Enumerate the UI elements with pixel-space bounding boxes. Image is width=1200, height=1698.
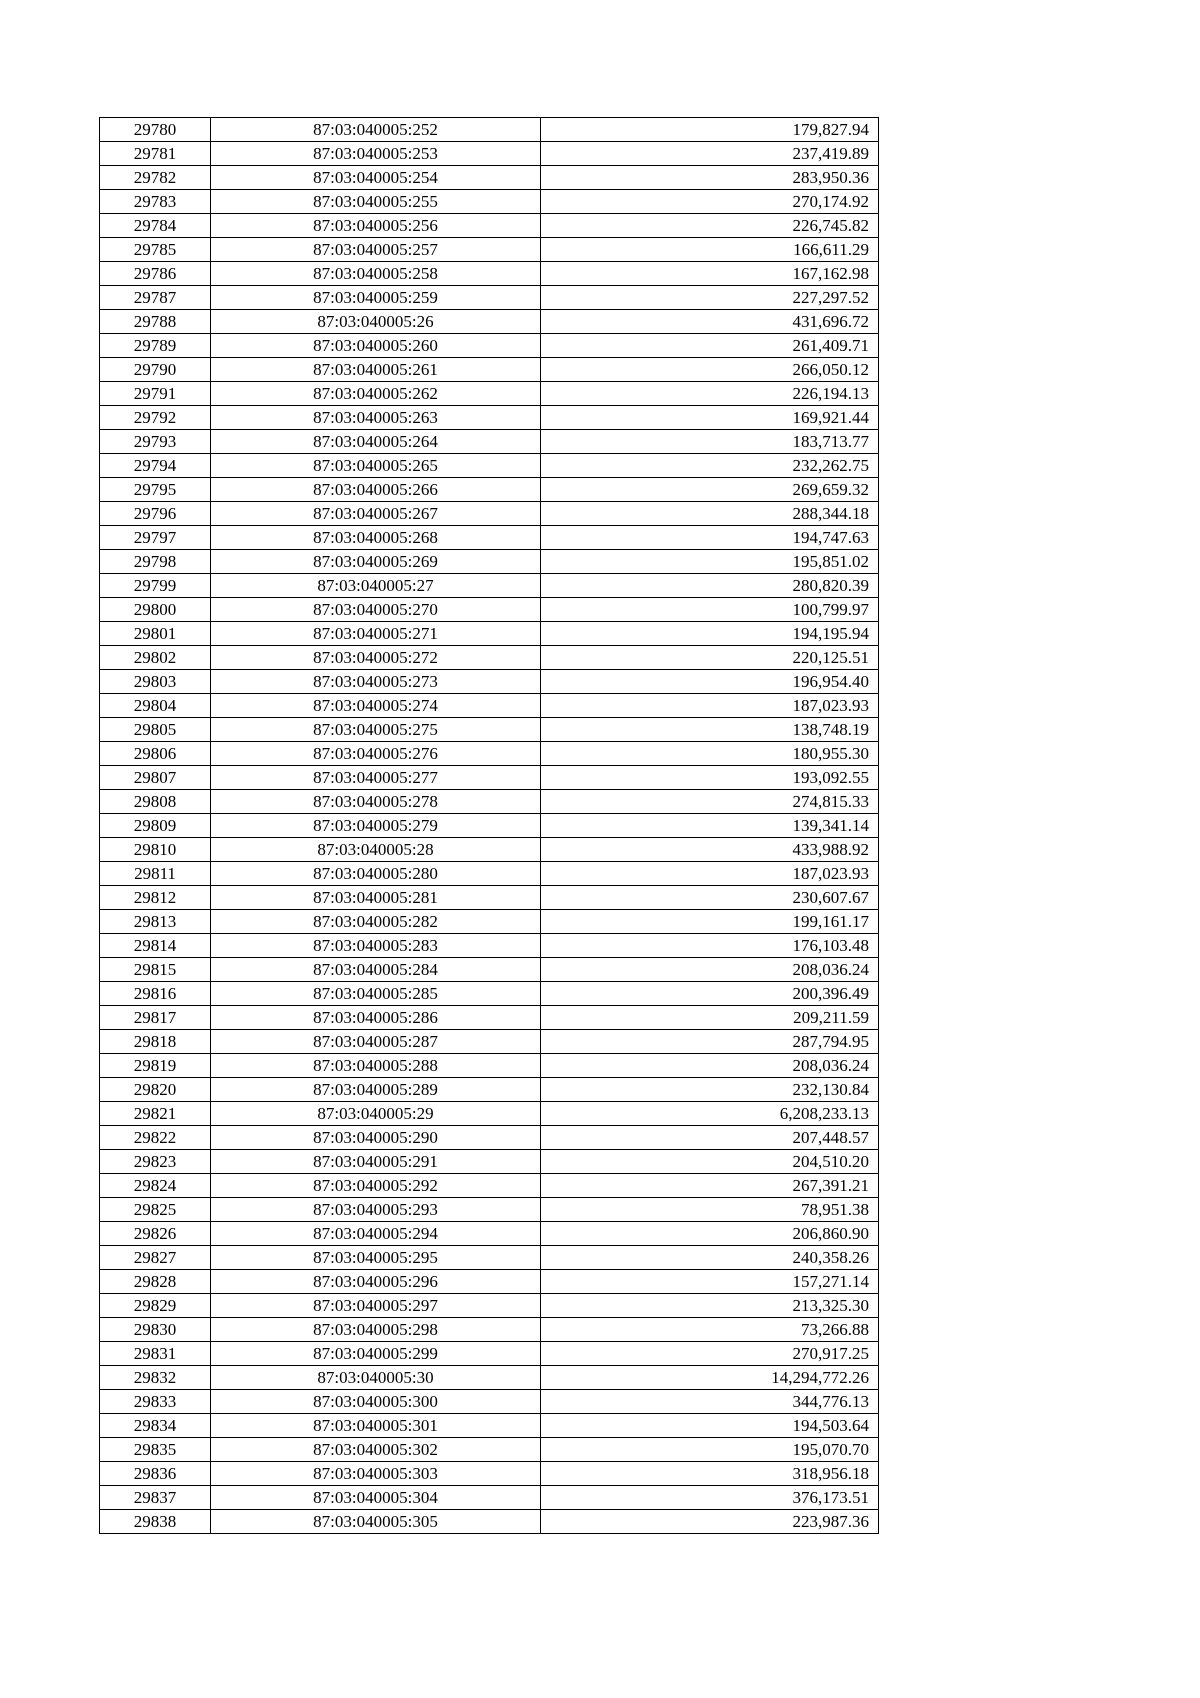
- cadastral-number-cell: 87:03:040005:254: [211, 166, 541, 190]
- table-row: [100, 1054, 879, 1078]
- table-row: [100, 1222, 879, 1246]
- cadastral-value-cell: 199,161.17: [541, 910, 879, 934]
- cadastral-value-cell: 232,262.75: [541, 454, 879, 478]
- cadastral-value-cell: 240,358.26: [541, 1246, 879, 1270]
- row-number-cell: 29813: [100, 910, 211, 934]
- cadastral-value-cell: 274,815.33: [541, 790, 879, 814]
- cadastral-value-cell: 270,917.25: [541, 1342, 879, 1366]
- row-number-cell: 29801: [100, 622, 211, 646]
- cadastral-number-cell: 87:03:040005:279: [211, 814, 541, 838]
- table-row: [100, 118, 879, 142]
- table-row: [100, 334, 879, 358]
- row-number-cell: 29814: [100, 934, 211, 958]
- cadastral-value-cell: 73,266.88: [541, 1318, 879, 1342]
- cadastral-number-cell: 87:03:040005:265: [211, 454, 541, 478]
- cadastral-number-cell: 87:03:040005:305: [211, 1510, 541, 1534]
- cadastral-value-cell: 166,611.29: [541, 238, 879, 262]
- table-row: [100, 742, 879, 766]
- row-number-cell: 29803: [100, 670, 211, 694]
- table-row: [100, 886, 879, 910]
- cadastral-number-cell: 87:03:040005:270: [211, 598, 541, 622]
- cadastral-value-cell: 179,827.94: [541, 118, 879, 142]
- cadastral-number-cell: 87:03:040005:258: [211, 262, 541, 286]
- cadastral-number-cell: 87:03:040005:273: [211, 670, 541, 694]
- cadastral-value-cell: 283,950.36: [541, 166, 879, 190]
- row-number-cell: 29782: [100, 166, 211, 190]
- cadastral-number-cell: 87:03:040005:285: [211, 982, 541, 1006]
- cadastral-value-cell: 207,448.57: [541, 1126, 879, 1150]
- row-number-cell: 29836: [100, 1462, 211, 1486]
- cadastral-number-cell: 87:03:040005:260: [211, 334, 541, 358]
- row-number-cell: 29780: [100, 118, 211, 142]
- row-number-cell: 29796: [100, 502, 211, 526]
- cadastral-number-cell: 87:03:040005:267: [211, 502, 541, 526]
- table-row: [100, 670, 879, 694]
- table-row: [100, 1438, 879, 1462]
- table-row: [100, 1174, 879, 1198]
- cadastral-value-table: [99, 117, 879, 1534]
- table-row: [100, 1078, 879, 1102]
- table-row: [100, 1102, 879, 1126]
- cadastral-number-cell: 87:03:040005:303: [211, 1462, 541, 1486]
- row-number-cell: 29800: [100, 598, 211, 622]
- cadastral-value-cell: 227,297.52: [541, 286, 879, 310]
- cadastral-number-cell: 87:03:040005:264: [211, 430, 541, 454]
- cadastral-value-cell: 226,194.13: [541, 382, 879, 406]
- cadastral-number-cell: 87:03:040005:280: [211, 862, 541, 886]
- cadastral-value-cell: 209,211.59: [541, 1006, 879, 1030]
- row-number-cell: 29793: [100, 430, 211, 454]
- row-number-cell: 29825: [100, 1198, 211, 1222]
- row-number-cell: 29823: [100, 1150, 211, 1174]
- table-row: [100, 262, 879, 286]
- cadastral-value-cell: 200,396.49: [541, 982, 879, 1006]
- cadastral-number-cell: 87:03:040005:286: [211, 1006, 541, 1030]
- table-row: [100, 982, 879, 1006]
- cadastral-value-cell: 194,503.64: [541, 1414, 879, 1438]
- table-row: [100, 1126, 879, 1150]
- cadastral-value-cell: 208,036.24: [541, 958, 879, 982]
- cadastral-value-cell: 280,820.39: [541, 574, 879, 598]
- cadastral-value-cell: 6,208,233.13: [541, 1102, 879, 1126]
- cadastral-number-cell: 87:03:040005:275: [211, 718, 541, 742]
- table-row: [100, 814, 879, 838]
- table-row: [100, 862, 879, 886]
- row-number-cell: 29792: [100, 406, 211, 430]
- row-number-cell: 29787: [100, 286, 211, 310]
- table-row: [100, 238, 879, 262]
- cadastral-number-cell: 87:03:040005:290: [211, 1126, 541, 1150]
- cadastral-value-cell: 270,174.92: [541, 190, 879, 214]
- cadastral-number-cell: 87:03:040005:300: [211, 1390, 541, 1414]
- cadastral-value-cell: 206,860.90: [541, 1222, 879, 1246]
- cadastral-value-cell: 196,954.40: [541, 670, 879, 694]
- table-row: [100, 622, 879, 646]
- cadastral-number-cell: 87:03:040005:284: [211, 958, 541, 982]
- table-row: [100, 430, 879, 454]
- table-row: [100, 1270, 879, 1294]
- cadastral-number-cell: 87:03:040005:252: [211, 118, 541, 142]
- table-row: [100, 574, 879, 598]
- row-number-cell: 29832: [100, 1366, 211, 1390]
- table-row: [100, 910, 879, 934]
- cadastral-value-cell: 269,659.32: [541, 478, 879, 502]
- row-number-cell: 29815: [100, 958, 211, 982]
- cadastral-value-cell: 220,125.51: [541, 646, 879, 670]
- cadastral-value-cell: 318,956.18: [541, 1462, 879, 1486]
- cadastral-number-cell: 87:03:040005:295: [211, 1246, 541, 1270]
- table-row: [100, 1198, 879, 1222]
- row-number-cell: 29812: [100, 886, 211, 910]
- cadastral-value-cell: 223,987.36: [541, 1510, 879, 1534]
- table-row: [100, 454, 879, 478]
- cadastral-value-cell: 266,050.12: [541, 358, 879, 382]
- table-row: [100, 166, 879, 190]
- cadastral-value-cell: 78,951.38: [541, 1198, 879, 1222]
- row-number-cell: 29788: [100, 310, 211, 334]
- cadastral-value-cell: 261,409.71: [541, 334, 879, 358]
- cadastral-number-cell: 87:03:040005:256: [211, 214, 541, 238]
- table-row: [100, 478, 879, 502]
- cadastral-number-cell: 87:03:040005:296: [211, 1270, 541, 1294]
- cadastral-number-cell: 87:03:040005:261: [211, 358, 541, 382]
- row-number-cell: 29822: [100, 1126, 211, 1150]
- cadastral-value-cell: 180,955.30: [541, 742, 879, 766]
- cadastral-value-cell: 230,607.67: [541, 886, 879, 910]
- table-row: [100, 310, 879, 334]
- cadastral-value-cell: 138,748.19: [541, 718, 879, 742]
- cadastral-value-cell: 237,419.89: [541, 142, 879, 166]
- table-row: [100, 718, 879, 742]
- row-number-cell: 29811: [100, 862, 211, 886]
- table-row: [100, 646, 879, 670]
- cadastral-value-cell: 213,325.30: [541, 1294, 879, 1318]
- cadastral-value-cell: 195,070.70: [541, 1438, 879, 1462]
- cadastral-number-cell: 87:03:040005:271: [211, 622, 541, 646]
- table-row: [100, 934, 879, 958]
- row-number-cell: 29821: [100, 1102, 211, 1126]
- row-number-cell: 29809: [100, 814, 211, 838]
- cadastral-number-cell: 87:03:040005:304: [211, 1486, 541, 1510]
- row-number-cell: 29831: [100, 1342, 211, 1366]
- table-row: [100, 1510, 879, 1534]
- cadastral-value-cell: 187,023.93: [541, 862, 879, 886]
- row-number-cell: 29838: [100, 1510, 211, 1534]
- row-number-cell: 29794: [100, 454, 211, 478]
- row-number-cell: 29798: [100, 550, 211, 574]
- cadastral-value-cell: 287,794.95: [541, 1030, 879, 1054]
- cadastral-number-cell: 87:03:040005:302: [211, 1438, 541, 1462]
- cadastral-value-cell: 157,271.14: [541, 1270, 879, 1294]
- cadastral-number-cell: 87:03:040005:297: [211, 1294, 541, 1318]
- cadastral-value-cell: 267,391.21: [541, 1174, 879, 1198]
- row-number-cell: 29795: [100, 478, 211, 502]
- row-number-cell: 29790: [100, 358, 211, 382]
- cadastral-number-cell: 87:03:040005:294: [211, 1222, 541, 1246]
- row-number-cell: 29807: [100, 766, 211, 790]
- row-number-cell: 29802: [100, 646, 211, 670]
- cadastral-number-cell: 87:03:040005:282: [211, 910, 541, 934]
- cadastral-number-cell: 87:03:040005:30: [211, 1366, 541, 1390]
- row-number-cell: 29819: [100, 1054, 211, 1078]
- row-number-cell: 29834: [100, 1414, 211, 1438]
- row-number-cell: 29816: [100, 982, 211, 1006]
- row-number-cell: 29808: [100, 790, 211, 814]
- cadastral-value-cell: 193,092.55: [541, 766, 879, 790]
- cadastral-value-cell: 344,776.13: [541, 1390, 879, 1414]
- row-number-cell: 29799: [100, 574, 211, 598]
- table-row: [100, 1462, 879, 1486]
- row-number-cell: 29835: [100, 1438, 211, 1462]
- table-row: [100, 598, 879, 622]
- cadastral-number-cell: 87:03:040005:278: [211, 790, 541, 814]
- row-number-cell: 29829: [100, 1294, 211, 1318]
- cadastral-value-cell: 194,747.63: [541, 526, 879, 550]
- table-row: [100, 526, 879, 550]
- cadastral-value-cell: 208,036.24: [541, 1054, 879, 1078]
- cadastral-value-cell: 14,294,772.26: [541, 1366, 879, 1390]
- cadastral-value-cell: 194,195.94: [541, 622, 879, 646]
- cadastral-value-cell: 431,696.72: [541, 310, 879, 334]
- table-row: [100, 1366, 879, 1390]
- row-number-cell: 29833: [100, 1390, 211, 1414]
- table-row: [100, 286, 879, 310]
- table-row: [100, 1006, 879, 1030]
- cadastral-value-cell: 100,799.97: [541, 598, 879, 622]
- table-row: [100, 694, 879, 718]
- cadastral-number-cell: 87:03:040005:291: [211, 1150, 541, 1174]
- row-number-cell: 29837: [100, 1486, 211, 1510]
- cadastral-value-cell: 183,713.77: [541, 430, 879, 454]
- row-number-cell: 29827: [100, 1246, 211, 1270]
- row-number-cell: 29781: [100, 142, 211, 166]
- cadastral-number-cell: 87:03:040005:299: [211, 1342, 541, 1366]
- cadastral-number-cell: 87:03:040005:293: [211, 1198, 541, 1222]
- cadastral-number-cell: 87:03:040005:269: [211, 550, 541, 574]
- table-row: [100, 382, 879, 406]
- table-row: [100, 1414, 879, 1438]
- cadastral-value-cell: 288,344.18: [541, 502, 879, 526]
- row-number-cell: 29805: [100, 718, 211, 742]
- table-row: [100, 1390, 879, 1414]
- cadastral-number-cell: 87:03:040005:301: [211, 1414, 541, 1438]
- cadastral-number-cell: 87:03:040005:283: [211, 934, 541, 958]
- table-row: [100, 1342, 879, 1366]
- cadastral-value-cell: 195,851.02: [541, 550, 879, 574]
- table-row: [100, 1318, 879, 1342]
- row-number-cell: 29824: [100, 1174, 211, 1198]
- cadastral-number-cell: 87:03:040005:288: [211, 1054, 541, 1078]
- table-row: [100, 838, 879, 862]
- table-row: [100, 358, 879, 382]
- row-number-cell: 29789: [100, 334, 211, 358]
- cadastral-number-cell: 87:03:040005:292: [211, 1174, 541, 1198]
- table-row: [100, 790, 879, 814]
- cadastral-number-cell: 87:03:040005:277: [211, 766, 541, 790]
- table-row: [100, 1246, 879, 1270]
- cadastral-number-cell: 87:03:040005:298: [211, 1318, 541, 1342]
- cadastral-value-cell: 139,341.14: [541, 814, 879, 838]
- cadastral-number-cell: 87:03:040005:29: [211, 1102, 541, 1126]
- row-number-cell: 29820: [100, 1078, 211, 1102]
- cadastral-number-cell: 87:03:040005:257: [211, 238, 541, 262]
- cadastral-value-cell: 232,130.84: [541, 1078, 879, 1102]
- cadastral-number-cell: 87:03:040005:259: [211, 286, 541, 310]
- table-row: [100, 406, 879, 430]
- cadastral-number-cell: 87:03:040005:262: [211, 382, 541, 406]
- table-row: [100, 142, 879, 166]
- table-row: [100, 550, 879, 574]
- cadastral-value-cell: 204,510.20: [541, 1150, 879, 1174]
- cadastral-value-cell: 167,162.98: [541, 262, 879, 286]
- table-row: [100, 502, 879, 526]
- cadastral-value-cell: 226,745.82: [541, 214, 879, 238]
- cadastral-number-cell: 87:03:040005:263: [211, 406, 541, 430]
- cadastral-value-cell: 376,173.51: [541, 1486, 879, 1510]
- row-number-cell: 29806: [100, 742, 211, 766]
- row-number-cell: 29797: [100, 526, 211, 550]
- row-number-cell: 29785: [100, 238, 211, 262]
- cadastral-number-cell: 87:03:040005:26: [211, 310, 541, 334]
- row-number-cell: 29791: [100, 382, 211, 406]
- row-number-cell: 29818: [100, 1030, 211, 1054]
- row-number-cell: 29826: [100, 1222, 211, 1246]
- row-number-cell: 29784: [100, 214, 211, 238]
- cadastral-number-cell: 87:03:040005:253: [211, 142, 541, 166]
- table-row: [100, 214, 879, 238]
- cadastral-number-cell: 87:03:040005:281: [211, 886, 541, 910]
- table-row: [100, 1150, 879, 1174]
- row-number-cell: 29783: [100, 190, 211, 214]
- table-row: [100, 1030, 879, 1054]
- cadastral-value-cell: 187,023.93: [541, 694, 879, 718]
- table-row: [100, 1486, 879, 1510]
- cadastral-value-cell: 169,921.44: [541, 406, 879, 430]
- cadastral-value-cell: 433,988.92: [541, 838, 879, 862]
- row-number-cell: 29817: [100, 1006, 211, 1030]
- cadastral-number-cell: 87:03:040005:266: [211, 478, 541, 502]
- cadastral-number-cell: 87:03:040005:268: [211, 526, 541, 550]
- table-row: [100, 190, 879, 214]
- row-number-cell: 29810: [100, 838, 211, 862]
- cadastral-number-cell: 87:03:040005:287: [211, 1030, 541, 1054]
- row-number-cell: 29786: [100, 262, 211, 286]
- table-row: [100, 766, 879, 790]
- row-number-cell: 29828: [100, 1270, 211, 1294]
- cadastral-number-cell: 87:03:040005:28: [211, 838, 541, 862]
- table-row: [100, 1294, 879, 1318]
- cadastral-number-cell: 87:03:040005:274: [211, 694, 541, 718]
- table-row: [100, 958, 879, 982]
- cadastral-number-cell: 87:03:040005:276: [211, 742, 541, 766]
- row-number-cell: 29830: [100, 1318, 211, 1342]
- cadastral-number-cell: 87:03:040005:272: [211, 646, 541, 670]
- cadastral-number-cell: 87:03:040005:289: [211, 1078, 541, 1102]
- table-body: [100, 118, 879, 1534]
- cadastral-number-cell: 87:03:040005:27: [211, 574, 541, 598]
- cadastral-value-cell: 176,103.48: [541, 934, 879, 958]
- cadastral-number-cell: 87:03:040005:255: [211, 190, 541, 214]
- row-number-cell: 29804: [100, 694, 211, 718]
